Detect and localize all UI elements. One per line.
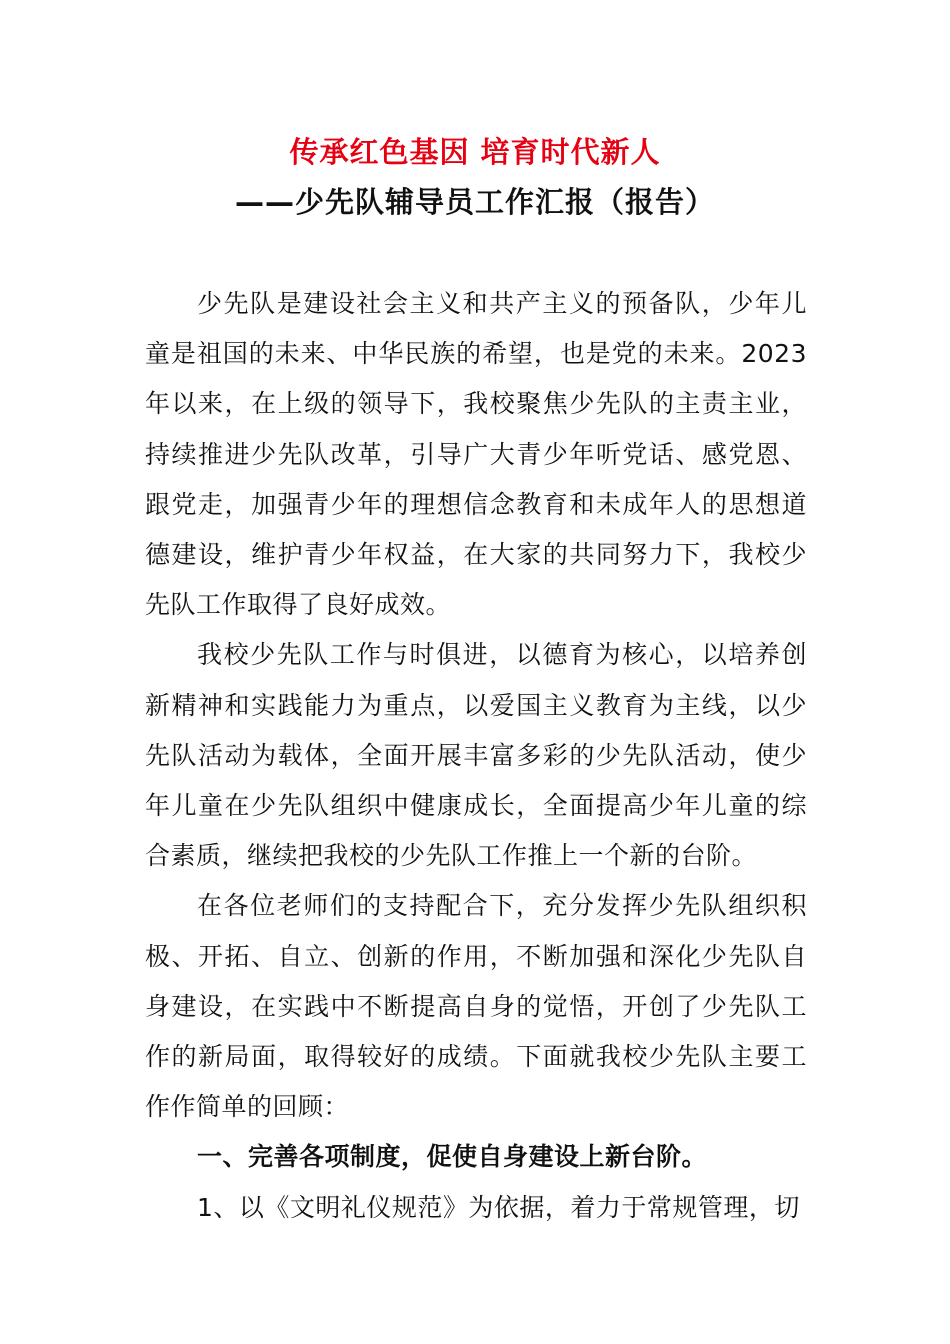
paragraph-review: 在各位老师们的支持配合下，充分发挥少先队组织积极、开拓、自立、创新的作用，不断加强和深化少先队自身建设，在实践中不断提高自身的觉悟，开创了少先队工作的新局面，取得较好的成绩。下面就我校少先队主要工作作简单的回顾： bbox=[145, 891, 807, 1122]
document-subtitle: ——少先队辅导员工作汇报（报告） bbox=[234, 185, 715, 219]
section-heading: 一、完善各项制度，促使自身建设上新台阶。 bbox=[197, 1142, 708, 1172]
paragraph-approach: 我校少先队工作与时俱进，以德育为核心，以培养创新精神和实践能力为重点，以爱国主义教育为主线，以少先队活动为载体，全面开展丰富多彩的少先队活动，使少年儿童在少先队组织中健康成长，全面提高少年儿童的综合素质，继续把我校的少先队工作推上一个新的台阶。 bbox=[145, 640, 807, 871]
list-item: 1、以《文明礼仪规范》为依据，着力于常规管理，切 bbox=[197, 1192, 800, 1222]
paragraph-intro: 少先队是建设社会主义和共产主义的预备队，少年儿童是祖国的未来、中华民族的希望，也是党的未来。2023年以来，在上级的领导下，我校聚焦少先队的主责主业，持续推进少先队改革，引导广大青少年听党话、感党恩、跟党走，加强青少年的理想信念教育和未成年人的思想道德建设，维护青少年权益，在大家的共同努力下，我校少先队工作取得了良好成效。 bbox=[145, 289, 807, 620]
document-body bbox=[145, 279, 807, 1233]
document-title: 传承红色基因 培育时代新人 bbox=[289, 135, 661, 169]
